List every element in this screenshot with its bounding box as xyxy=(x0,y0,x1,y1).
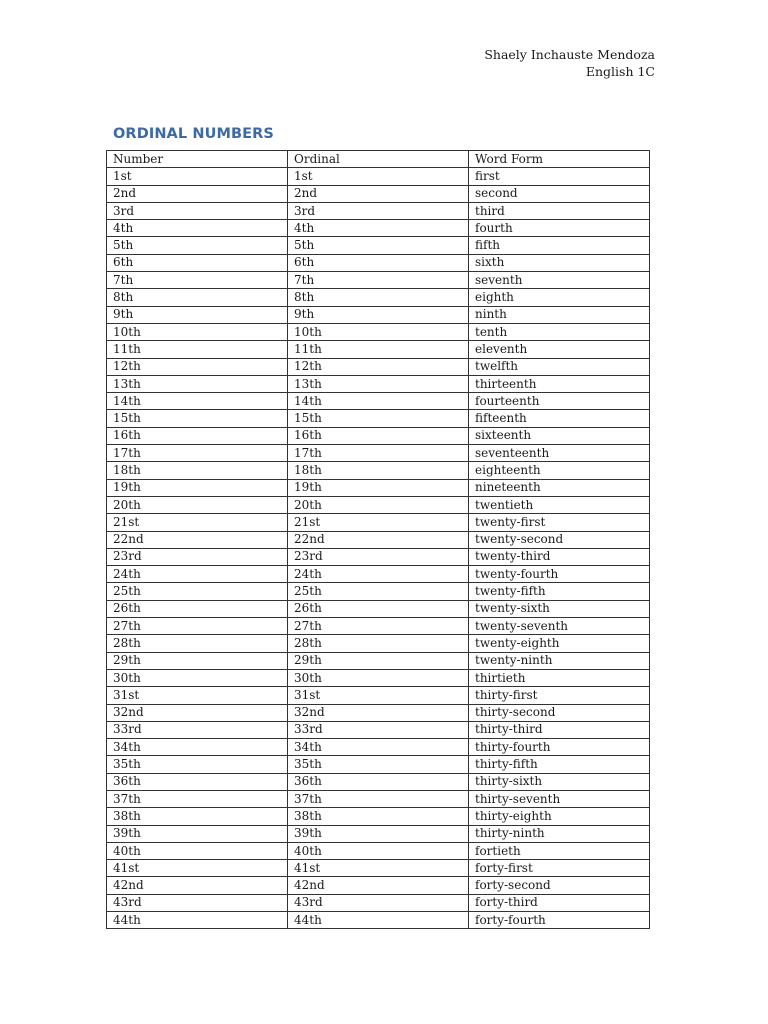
cell-word-form: fortieth xyxy=(469,842,650,859)
cell-ordinal: 43rd xyxy=(288,894,469,911)
table-row xyxy=(107,618,650,635)
cell-word-form: tenth xyxy=(469,323,650,340)
cell-word-form: sixteenth xyxy=(469,427,650,444)
table-row xyxy=(107,496,650,513)
table-row xyxy=(107,842,650,859)
table-row xyxy=(107,808,650,825)
cell-ordinal: 19th xyxy=(288,479,469,496)
cell-word-form: thirtieth xyxy=(469,669,650,686)
cell-ordinal: 36th xyxy=(288,773,469,790)
cell-word-form: twenty-third xyxy=(469,548,650,565)
document-header xyxy=(484,46,655,80)
table-row xyxy=(107,739,650,756)
table-row xyxy=(107,202,650,219)
cell-ordinal: 7th xyxy=(288,272,469,289)
cell-number: 12th xyxy=(107,358,288,375)
cell-word-form: thirty-first xyxy=(469,687,650,704)
table-row xyxy=(107,773,650,790)
cell-number: 32nd xyxy=(107,704,288,721)
table-row xyxy=(107,894,650,911)
cell-word-form: first xyxy=(469,168,650,185)
cell-ordinal: 27th xyxy=(288,618,469,635)
cell-number: 10th xyxy=(107,323,288,340)
cell-ordinal: 21st xyxy=(288,514,469,531)
table-header-row xyxy=(107,151,650,168)
cell-ordinal: 29th xyxy=(288,652,469,669)
cell-word-form: fifth xyxy=(469,237,650,254)
cell-ordinal: 39th xyxy=(288,825,469,842)
cell-word-form: thirty-third xyxy=(469,721,650,738)
cell-ordinal: 40th xyxy=(288,842,469,859)
cell-ordinal: 11th xyxy=(288,341,469,358)
cell-ordinal: 1st xyxy=(288,168,469,185)
cell-number: 3rd xyxy=(107,202,288,219)
cell-number: 40th xyxy=(107,842,288,859)
cell-ordinal: 33rd xyxy=(288,721,469,738)
table-row xyxy=(107,652,650,669)
cell-ordinal: 32nd xyxy=(288,704,469,721)
table-row xyxy=(107,704,650,721)
table-row xyxy=(107,462,650,479)
cell-word-form: thirty-fourth xyxy=(469,739,650,756)
cell-word-form: thirty-sixth xyxy=(469,773,650,790)
cell-ordinal: 10th xyxy=(288,323,469,340)
cell-word-form: forty-second xyxy=(469,877,650,894)
cell-word-form: twenty-fourth xyxy=(469,566,650,583)
cell-number: 30th xyxy=(107,669,288,686)
cell-number: 14th xyxy=(107,393,288,410)
table-row xyxy=(107,860,650,877)
cell-word-form: twenty-second xyxy=(469,531,650,548)
cell-word-form: nineteenth xyxy=(469,479,650,496)
cell-ordinal: 37th xyxy=(288,790,469,807)
cell-number: 1st xyxy=(107,168,288,185)
cell-ordinal: 22nd xyxy=(288,531,469,548)
cell-word-form: twenty-first xyxy=(469,514,650,531)
table-row xyxy=(107,254,650,271)
cell-word-form: twenty-fifth xyxy=(469,583,650,600)
cell-word-form: third xyxy=(469,202,650,219)
cell-number: 28th xyxy=(107,635,288,652)
cell-ordinal: 35th xyxy=(288,756,469,773)
cell-word-form: twenty-sixth xyxy=(469,600,650,617)
table-row xyxy=(107,393,650,410)
cell-ordinal: 17th xyxy=(288,445,469,462)
cell-ordinal: 8th xyxy=(288,289,469,306)
table-row xyxy=(107,358,650,375)
cell-ordinal: 13th xyxy=(288,375,469,392)
cell-ordinal: 15th xyxy=(288,410,469,427)
table-row xyxy=(107,427,650,444)
cell-ordinal: 44th xyxy=(288,912,469,929)
table-row xyxy=(107,583,650,600)
table-row xyxy=(107,600,650,617)
table-body xyxy=(107,168,650,929)
cell-word-form: eighth xyxy=(469,289,650,306)
cell-number: 41st xyxy=(107,860,288,877)
column-header-word-form: Word Form xyxy=(469,151,650,168)
cell-word-form: thirty-ninth xyxy=(469,825,650,842)
table-row xyxy=(107,514,650,531)
table-row xyxy=(107,877,650,894)
cell-number: 39th xyxy=(107,825,288,842)
cell-number: 34th xyxy=(107,739,288,756)
cell-word-form: forty-third xyxy=(469,894,650,911)
cell-ordinal: 42nd xyxy=(288,877,469,894)
cell-number: 2nd xyxy=(107,185,288,202)
cell-word-form: seventh xyxy=(469,272,650,289)
cell-ordinal: 5th xyxy=(288,237,469,254)
cell-word-form: eleventh xyxy=(469,341,650,358)
cell-word-form: eighteenth xyxy=(469,462,650,479)
cell-ordinal: 26th xyxy=(288,600,469,617)
cell-number: 7th xyxy=(107,272,288,289)
cell-number: 22nd xyxy=(107,531,288,548)
cell-ordinal: 2nd xyxy=(288,185,469,202)
cell-ordinal: 18th xyxy=(288,462,469,479)
cell-word-form: forty-fourth xyxy=(469,912,650,929)
table-row xyxy=(107,687,650,704)
cell-ordinal: 3rd xyxy=(288,202,469,219)
cell-ordinal: 12th xyxy=(288,358,469,375)
cell-ordinal: 41st xyxy=(288,860,469,877)
course-name: English 1C xyxy=(585,64,655,79)
cell-word-form: fourth xyxy=(469,220,650,237)
cell-number: 8th xyxy=(107,289,288,306)
cell-number: 17th xyxy=(107,445,288,462)
cell-word-form: ninth xyxy=(469,306,650,323)
cell-number: 27th xyxy=(107,618,288,635)
cell-number: 13th xyxy=(107,375,288,392)
table-row xyxy=(107,912,650,929)
cell-word-form: seventeenth xyxy=(469,445,650,462)
table-row xyxy=(107,323,650,340)
table-row xyxy=(107,185,650,202)
table-row xyxy=(107,790,650,807)
cell-ordinal: 34th xyxy=(288,739,469,756)
cell-word-form: twenty-seventh xyxy=(469,618,650,635)
cell-number: 44th xyxy=(107,912,288,929)
cell-number: 36th xyxy=(107,773,288,790)
table-row xyxy=(107,220,650,237)
cell-word-form: fourteenth xyxy=(469,393,650,410)
table-row xyxy=(107,237,650,254)
column-header-ordinal: Ordinal xyxy=(288,151,469,168)
author-name: Shaely Inchauste Mendoza xyxy=(484,47,655,62)
cell-number: 25th xyxy=(107,583,288,600)
cell-word-form: thirty-seventh xyxy=(469,790,650,807)
cell-word-form: thirty-second xyxy=(469,704,650,721)
cell-number: 42nd xyxy=(107,877,288,894)
cell-number: 20th xyxy=(107,496,288,513)
document-title: ORDINAL NUMBERS xyxy=(113,126,274,142)
cell-number: 24th xyxy=(107,566,288,583)
cell-number: 5th xyxy=(107,237,288,254)
cell-word-form: thirteenth xyxy=(469,375,650,392)
cell-number: 35th xyxy=(107,756,288,773)
cell-number: 29th xyxy=(107,652,288,669)
table-row xyxy=(107,566,650,583)
cell-word-form: thirty-eighth xyxy=(469,808,650,825)
table-row xyxy=(107,445,650,462)
cell-word-form: twenty-ninth xyxy=(469,652,650,669)
cell-ordinal: 20th xyxy=(288,496,469,513)
cell-ordinal: 6th xyxy=(288,254,469,271)
cell-number: 11th xyxy=(107,341,288,358)
cell-number: 15th xyxy=(107,410,288,427)
cell-number: 18th xyxy=(107,462,288,479)
cell-number: 19th xyxy=(107,479,288,496)
cell-ordinal: 9th xyxy=(288,306,469,323)
cell-ordinal: 25th xyxy=(288,583,469,600)
cell-number: 26th xyxy=(107,600,288,617)
cell-ordinal: 31st xyxy=(288,687,469,704)
cell-number: 43rd xyxy=(107,894,288,911)
cell-number: 6th xyxy=(107,254,288,271)
cell-number: 16th xyxy=(107,427,288,444)
cell-number: 4th xyxy=(107,220,288,237)
cell-ordinal: 28th xyxy=(288,635,469,652)
cell-word-form: second xyxy=(469,185,650,202)
table-row xyxy=(107,341,650,358)
table-row xyxy=(107,756,650,773)
column-header-number: Number xyxy=(107,151,288,168)
table-row xyxy=(107,669,650,686)
cell-ordinal: 14th xyxy=(288,393,469,410)
table-row xyxy=(107,479,650,496)
ordinal-numbers-table xyxy=(106,150,650,929)
table-row xyxy=(107,825,650,842)
table-row xyxy=(107,548,650,565)
cell-word-form: thirty-fifth xyxy=(469,756,650,773)
cell-number: 33rd xyxy=(107,721,288,738)
cell-ordinal: 38th xyxy=(288,808,469,825)
table-row xyxy=(107,375,650,392)
cell-ordinal: 4th xyxy=(288,220,469,237)
cell-word-form: sixth xyxy=(469,254,650,271)
cell-number: 37th xyxy=(107,790,288,807)
cell-number: 38th xyxy=(107,808,288,825)
cell-word-form: twelfth xyxy=(469,358,650,375)
cell-word-form: fifteenth xyxy=(469,410,650,427)
table-row xyxy=(107,306,650,323)
cell-word-form: twenty-eighth xyxy=(469,635,650,652)
cell-ordinal: 30th xyxy=(288,669,469,686)
cell-number: 31st xyxy=(107,687,288,704)
cell-number: 21st xyxy=(107,514,288,531)
table-row xyxy=(107,168,650,185)
cell-word-form: twentieth xyxy=(469,496,650,513)
table-row xyxy=(107,635,650,652)
cell-ordinal: 24th xyxy=(288,566,469,583)
cell-number: 9th xyxy=(107,306,288,323)
cell-number: 23rd xyxy=(107,548,288,565)
table-row xyxy=(107,531,650,548)
table-row xyxy=(107,289,650,306)
cell-ordinal: 16th xyxy=(288,427,469,444)
table-row xyxy=(107,410,650,427)
table-row xyxy=(107,272,650,289)
cell-word-form: forty-first xyxy=(469,860,650,877)
cell-ordinal: 23rd xyxy=(288,548,469,565)
table-row xyxy=(107,721,650,738)
